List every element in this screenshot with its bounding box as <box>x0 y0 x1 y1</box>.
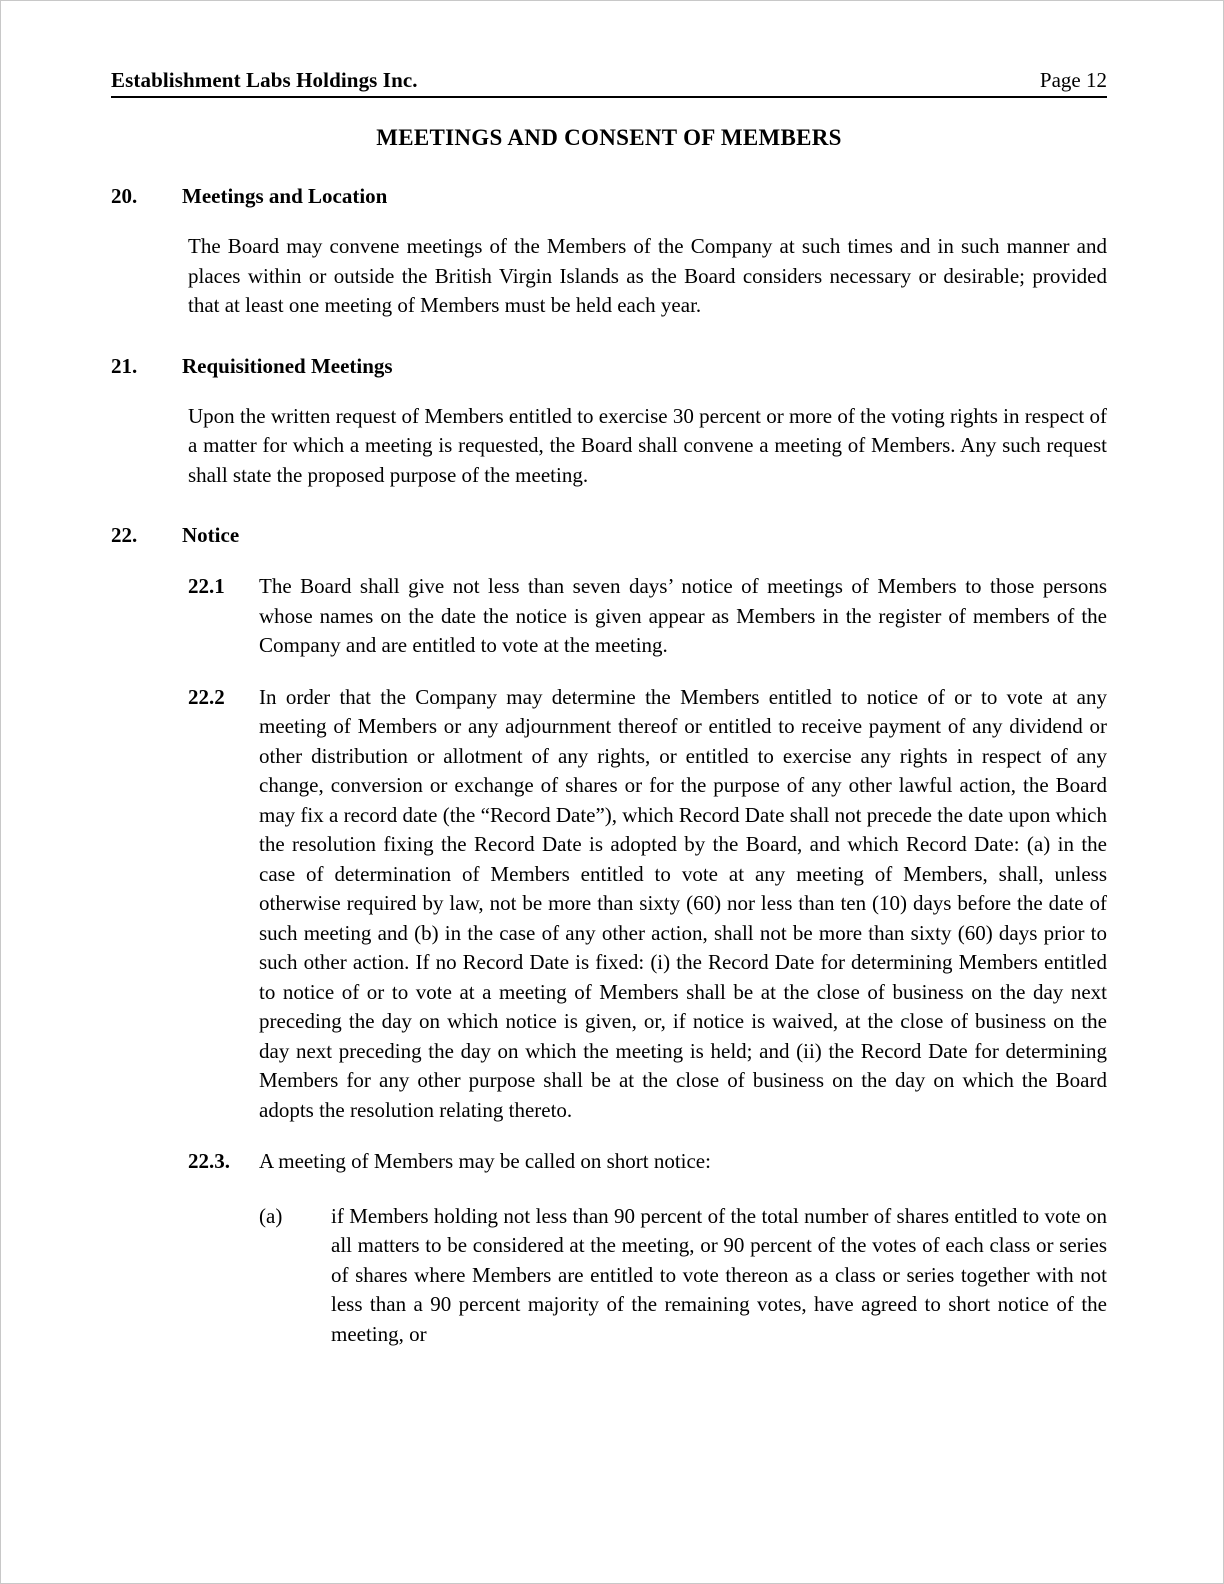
list-item-a-text: if Members holding not less than 90 percent of the total number of shares entitled to vote on all matters to be considered at the meeting, or 90 percent of the votes of each class or series of shares where Members are entitled to vote thereon as a class or series together with not less than a 90 percent majority of the remaining votes, have agreed to short notice of the meeting, or <box>331 1203 1107 1346</box>
section-20-title: Meetings and Location <box>182 184 388 208</box>
section-20 <box>111 182 1107 321</box>
list-item-a-label: (a) <box>259 1203 283 1228</box>
header-company-name: Establishment Labs Holdings Inc. <box>111 68 418 92</box>
subclause-22-2-text: In order that the Company may determine the Members entitled to notice of or to vote at any meeting of Members or any adjournment thereof or entitled to receive payment of any dividend or other distribution or allotment of any rights, or entitled to exercise any rights in respect of any change, conversion or exchange of shares or for the purpose of any other lawful action, the Board may fix a record date (the “Record Date”), which Record Date shall not precede the date upon which the resolution fixing the Record Date is adopted by the Board, and which Record Date: (a) in the case of determination of Members entitled to vote at any meeting of Members, shall, unless otherwise required by law, not be more than sixty (60) nor less than ten (10) days before the date of such meeting and (b) in the case of any other action, shall not be more than sixty (60) days prior to such other action. If no Record Date is fixed: (i) the Record Date for determining Members entitled to notice of or to vote at a meeting of Members shall be at the close of business on the day next preceding the day on which notice is given, or, if notice is waived, at the close of business on the day next preceding the day on which the meeting is held; and (ii) the Record Date for determining Members for any other purpose shall be at the close of business on the day on which the Board adopts the resolution relating thereto. <box>259 684 1107 1122</box>
subclause-22-2-number: 22.2 <box>188 684 225 709</box>
subclause-22-2 <box>188 683 1107 1126</box>
section-21-heading <box>111 352 1107 381</box>
page-title: MEETINGS AND CONSENT OF MEMBERS <box>376 125 842 150</box>
section-20-number: 20. <box>111 184 138 208</box>
subclause-22-3 <box>188 1147 1107 1177</box>
section-21-number: 21. <box>111 353 138 378</box>
section-21-paragraph: Upon the written request of Members entitled to exercise 30 percent or more of the voting rights in respect of a matter for which a meeting is requested, the Board shall convene a meeting of Members. Any such request shall state the proposed purpose of the meeting. <box>188 403 1107 487</box>
list-item-a <box>259 1202 1107 1350</box>
running-header <box>111 67 1107 96</box>
header-page-number: Page 12 <box>1039 68 1107 92</box>
section-22-number: 22. <box>111 523 138 547</box>
section-22-title: Notice <box>182 523 240 547</box>
section-22 <box>111 521 1107 1349</box>
page-content <box>111 67 1107 1349</box>
subclause-22-3-number: 22.3. <box>188 1149 230 1173</box>
section-21 <box>111 352 1107 491</box>
subclause-22-1 <box>188 572 1107 661</box>
subclause-22-1-number: 22.1 <box>188 574 225 598</box>
subclause-22-3-text: A meeting of Members may be called on short notice: <box>259 1149 711 1173</box>
subclause-22-1-text: The Board shall give not less than seven days’ notice of meetings of Members to those persons whose names on the date the notice is given appear as Members in the register of members of the Company and are entitled to vote at the meeting. <box>259 574 1107 657</box>
section-20-heading <box>111 182 1107 211</box>
section-20-paragraph: The Board may convene meetings of the Members of the Company at such times and in such manner and places within or outside the British Virgin Islands as the Board considers necessary or desirable; provided that at least one meeting of Members must be held each year. <box>188 234 1107 317</box>
section-22-heading <box>111 521 1107 550</box>
header-divider-rule <box>111 96 1107 98</box>
section-21-title: Requisitioned Meetings <box>182 353 393 378</box>
